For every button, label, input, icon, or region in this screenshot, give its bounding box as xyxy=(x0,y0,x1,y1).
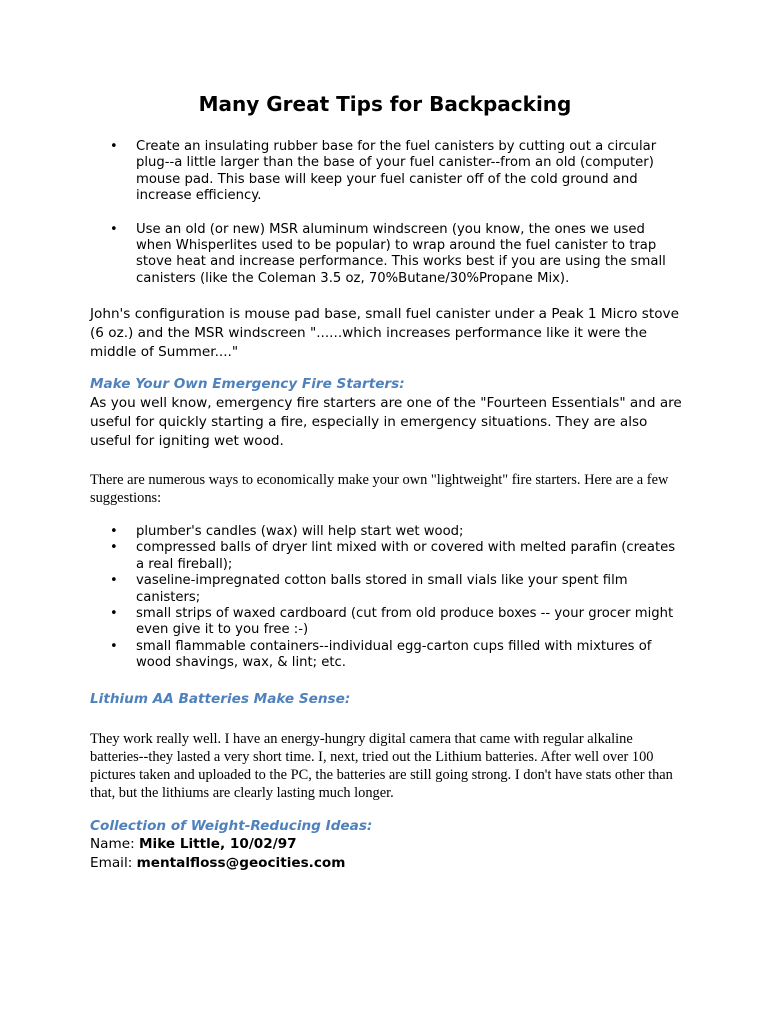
bullet-icon: • xyxy=(110,573,118,589)
page-title: Many Great Tips for Backpacking xyxy=(198,92,572,116)
tip-text: Create an insulating rubber base for the fuel canisters by cutting out a circular plug--a little larger than the base of your fuel canister--from an old (computer) mouse pad. This base will keep your fuel canister off of the cold ground and increase efficiency. xyxy=(136,139,657,204)
lithium-body: They work really well. I have an energy-hungry digital camera that came with regular alkaline batteries--they lasted a very short time. I, next, tried out the Lithium batteries. After well over 100 pictures taken and uploaded to the PC, the batteries are still going strong. I don't have stats other than that, but the lithiums are clearly lasting much longer. xyxy=(90,731,673,801)
suggestion-text: vaseline-impregnated cotton balls stored in small vials like your spent film canisters; xyxy=(136,573,628,605)
suggestion-text: small flammable containers--individual egg-carton cups filled with mixtures of wood shavings, wax, & lint; etc. xyxy=(136,638,652,671)
suggestion-text: compressed balls of dryer lint mixed with or covered with melted parafin (creates a real fireball); xyxy=(136,540,676,572)
list-item xyxy=(90,606,680,639)
list-item xyxy=(90,639,680,672)
bullet-icon: • xyxy=(110,221,118,237)
lithium-heading: Lithium AA Batteries Make Sense: xyxy=(90,691,351,707)
bullet-icon: • xyxy=(110,524,118,539)
fire-suggestions-list xyxy=(90,524,680,672)
tip-text: Use an old (or new) MSR aluminum windscreen (you know, the ones we used when Whisperlites used to be popular) to wrap around the fuel canister to trap stove heat and increase performance. This works best if you are using the small canisters (like the Coleman 3.5 oz, 70%Butane/30%Propane Mix). xyxy=(136,221,666,286)
suggestion-text: plumber's candles (wax) will help start wet wood; xyxy=(136,524,464,539)
list-item xyxy=(90,524,680,540)
suggestion-text: small strips of waxed cardboard (cut from old produce boxes -- your grocer might even give it to you free :-) xyxy=(136,606,674,638)
list-item xyxy=(90,139,680,205)
author-email: mentalfloss@geocities.com xyxy=(136,855,346,871)
list-item xyxy=(90,540,680,573)
list-item xyxy=(90,573,680,606)
author-name: Mike Little, 10/02/97 xyxy=(139,836,297,852)
list-item xyxy=(90,222,680,288)
config-paragraph: John's configuration is mouse pad base, small fuel canister under a Peak 1 Micro stove (6 oz.) and the MSR windscreen "......which increases performance like it were the middle of Summer...." xyxy=(90,306,679,360)
fire-starters-intro: As you well know, emergency fire starters are one of the "Fourteen Essentials" and are useful for quickly starting a fire, especially in emergency situations. They are also useful for igniting wet wood. xyxy=(90,395,682,449)
fire-starters-ways: There are numerous ways to economically make your own "lightweight" fire starters. Here are a few suggestions: xyxy=(90,472,669,506)
bullet-icon: • xyxy=(110,540,118,556)
bullet-icon: • xyxy=(110,139,118,154)
collection-heading: Collection of Weight-Reducing Ideas: xyxy=(90,818,373,834)
fire-starters-heading: Make Your Own Emergency Fire Starters: xyxy=(90,376,405,392)
email-label: Email: xyxy=(90,855,137,871)
name-label: Name: xyxy=(90,836,140,852)
bullet-icon: • xyxy=(110,606,118,622)
author-email-line xyxy=(90,854,345,873)
tips-list xyxy=(90,139,680,287)
bullet-icon: • xyxy=(110,638,118,654)
author-name-line xyxy=(90,835,297,854)
